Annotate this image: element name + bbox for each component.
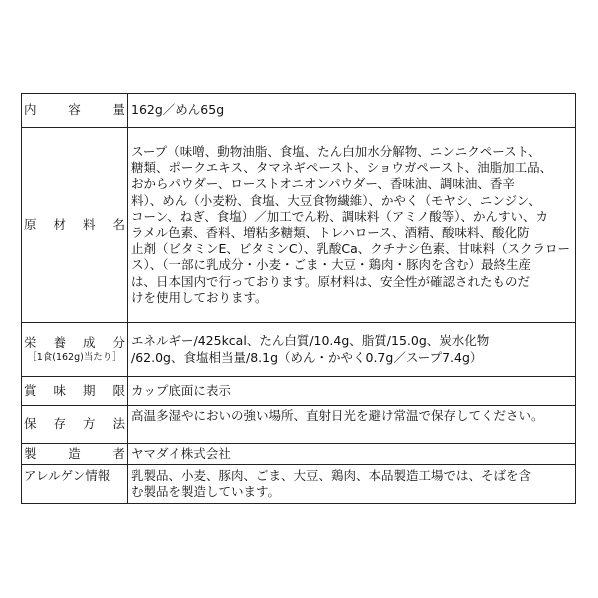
row-nutrition [22,323,576,377]
allergen-heading [22,465,128,504]
best-before-heading-char: 賞 [24,382,37,398]
row-allergen [22,465,576,504]
ingredients-line: 糖類、ポークエキス、タマネギペースト、ショウガペースト、油脂加工品、 [131,160,553,176]
allergen-line: む製品を製造しています。 [131,484,281,499]
content-value [128,94,576,128]
ingredients-line: 止剤（ビタミンE、ビタミンC）、乳酸Ca、クチナシ色素、甘味料（スクラロー [131,241,571,257]
best-before-line: カップ底面に表示 [131,382,231,398]
best-before-heading-char: 限 [112,382,125,398]
nutrition-heading-char: 栄 [24,335,37,351]
ingredients-heading-char: 名 [112,216,125,232]
content-value-line: 162g／めん65g [131,102,225,118]
ingredients-line: コーン、ねぎ、食塩）／加工でん粉、調味料（アミノ酸等）、かんすい、カ [131,208,549,224]
best-before-heading-char: 期 [82,382,96,398]
content-heading [22,94,128,128]
storage-heading [22,406,128,444]
content-heading-char: 内 [24,102,37,118]
storage-heading-char: 方 [82,416,96,432]
row-storage [22,406,576,444]
row-ingredients [22,128,576,323]
ingredients-line: ス）、（一部に乳成分・小麦・ごま・大豆・鶏肉・豚肉を含む）最終生産 [131,257,532,273]
storage-heading-char: 存 [53,416,66,432]
best-before-heading-char: 味 [53,382,66,398]
storage-line: 高温多湿やにおいの強い場所、直射日光を避け常温で保存してください。 [131,408,544,423]
ingredients-line: スープ（味噌、動物油脂、食塩、たん白加水分解物、ニンニクペースト、 [131,143,541,159]
storage-value [128,406,576,444]
ingredients-line: 料）、めん（小麦粉、食塩、大豆食物繊維）、かやく（モヤシ、ニンジン、 [131,192,541,208]
manufacturer-heading-char: 者 [112,445,125,461]
content-heading-char: 量 [112,102,125,118]
manufacturer-line: ヤマダイ株式会社 [131,445,231,461]
row-best-before [22,377,576,406]
nutrition-serving-note: ［1食(162g)当たり］ [27,351,122,363]
nutrition-heading-char: 成 [82,335,96,351]
manufacturer-heading-char: 製 [24,445,37,461]
storage-heading-char: 法 [112,416,125,432]
storage-heading-char: 保 [24,416,37,432]
ingredients-heading-char: 材 [53,216,66,232]
nutrition-heading-char: 分 [112,335,125,351]
allergen-value [128,465,576,504]
best-before-value [128,377,576,406]
nutrition-heading [22,323,128,377]
product-label-table [21,93,576,504]
row-manufacturer [22,444,576,465]
manufacturer-heading [22,444,128,465]
nutrition-line: /62.0g、食塩相当量/8.1g（めん・かやく0.7g／スープ7.4g） [131,349,483,365]
ingredients-line: おからパウダー、ローストオニオンパウダー、香味油、調味油、香辛 [131,176,515,192]
content-heading-char: 容 [68,102,81,118]
allergen-heading-text: アレルゲン情報 [24,468,111,483]
nutrition-line: エネルギー/425kcal、たん白質/10.4g、脂質/15.0g、炭水化物 [131,333,490,349]
best-before-heading [22,377,128,406]
manufacturer-heading-char: 造 [68,445,81,461]
allergen-line: 乳製品、小麦、豚肉、ごま、大豆、鶏肉、本品製造工場では、そばを含 [131,467,532,483]
ingredients-heading-char: 料 [82,216,96,232]
nutrition-value [128,323,576,377]
manufacturer-value [128,444,576,465]
ingredients-heading-char: 原 [24,216,37,232]
ingredients-value [128,128,576,323]
ingredients-line: けを使用しております。 [131,289,268,305]
ingredients-line: は、日本国内で行っております。原材料は、安全性が確認されたものだ [131,273,531,289]
nutrition-heading-char: 養 [53,335,66,351]
ingredients-line: ラメル色素、香料、増粘多糖類、トレハロース、酒精、酸味料、酸化防 [131,225,530,240]
row-content [22,94,576,128]
ingredients-heading [22,128,128,323]
